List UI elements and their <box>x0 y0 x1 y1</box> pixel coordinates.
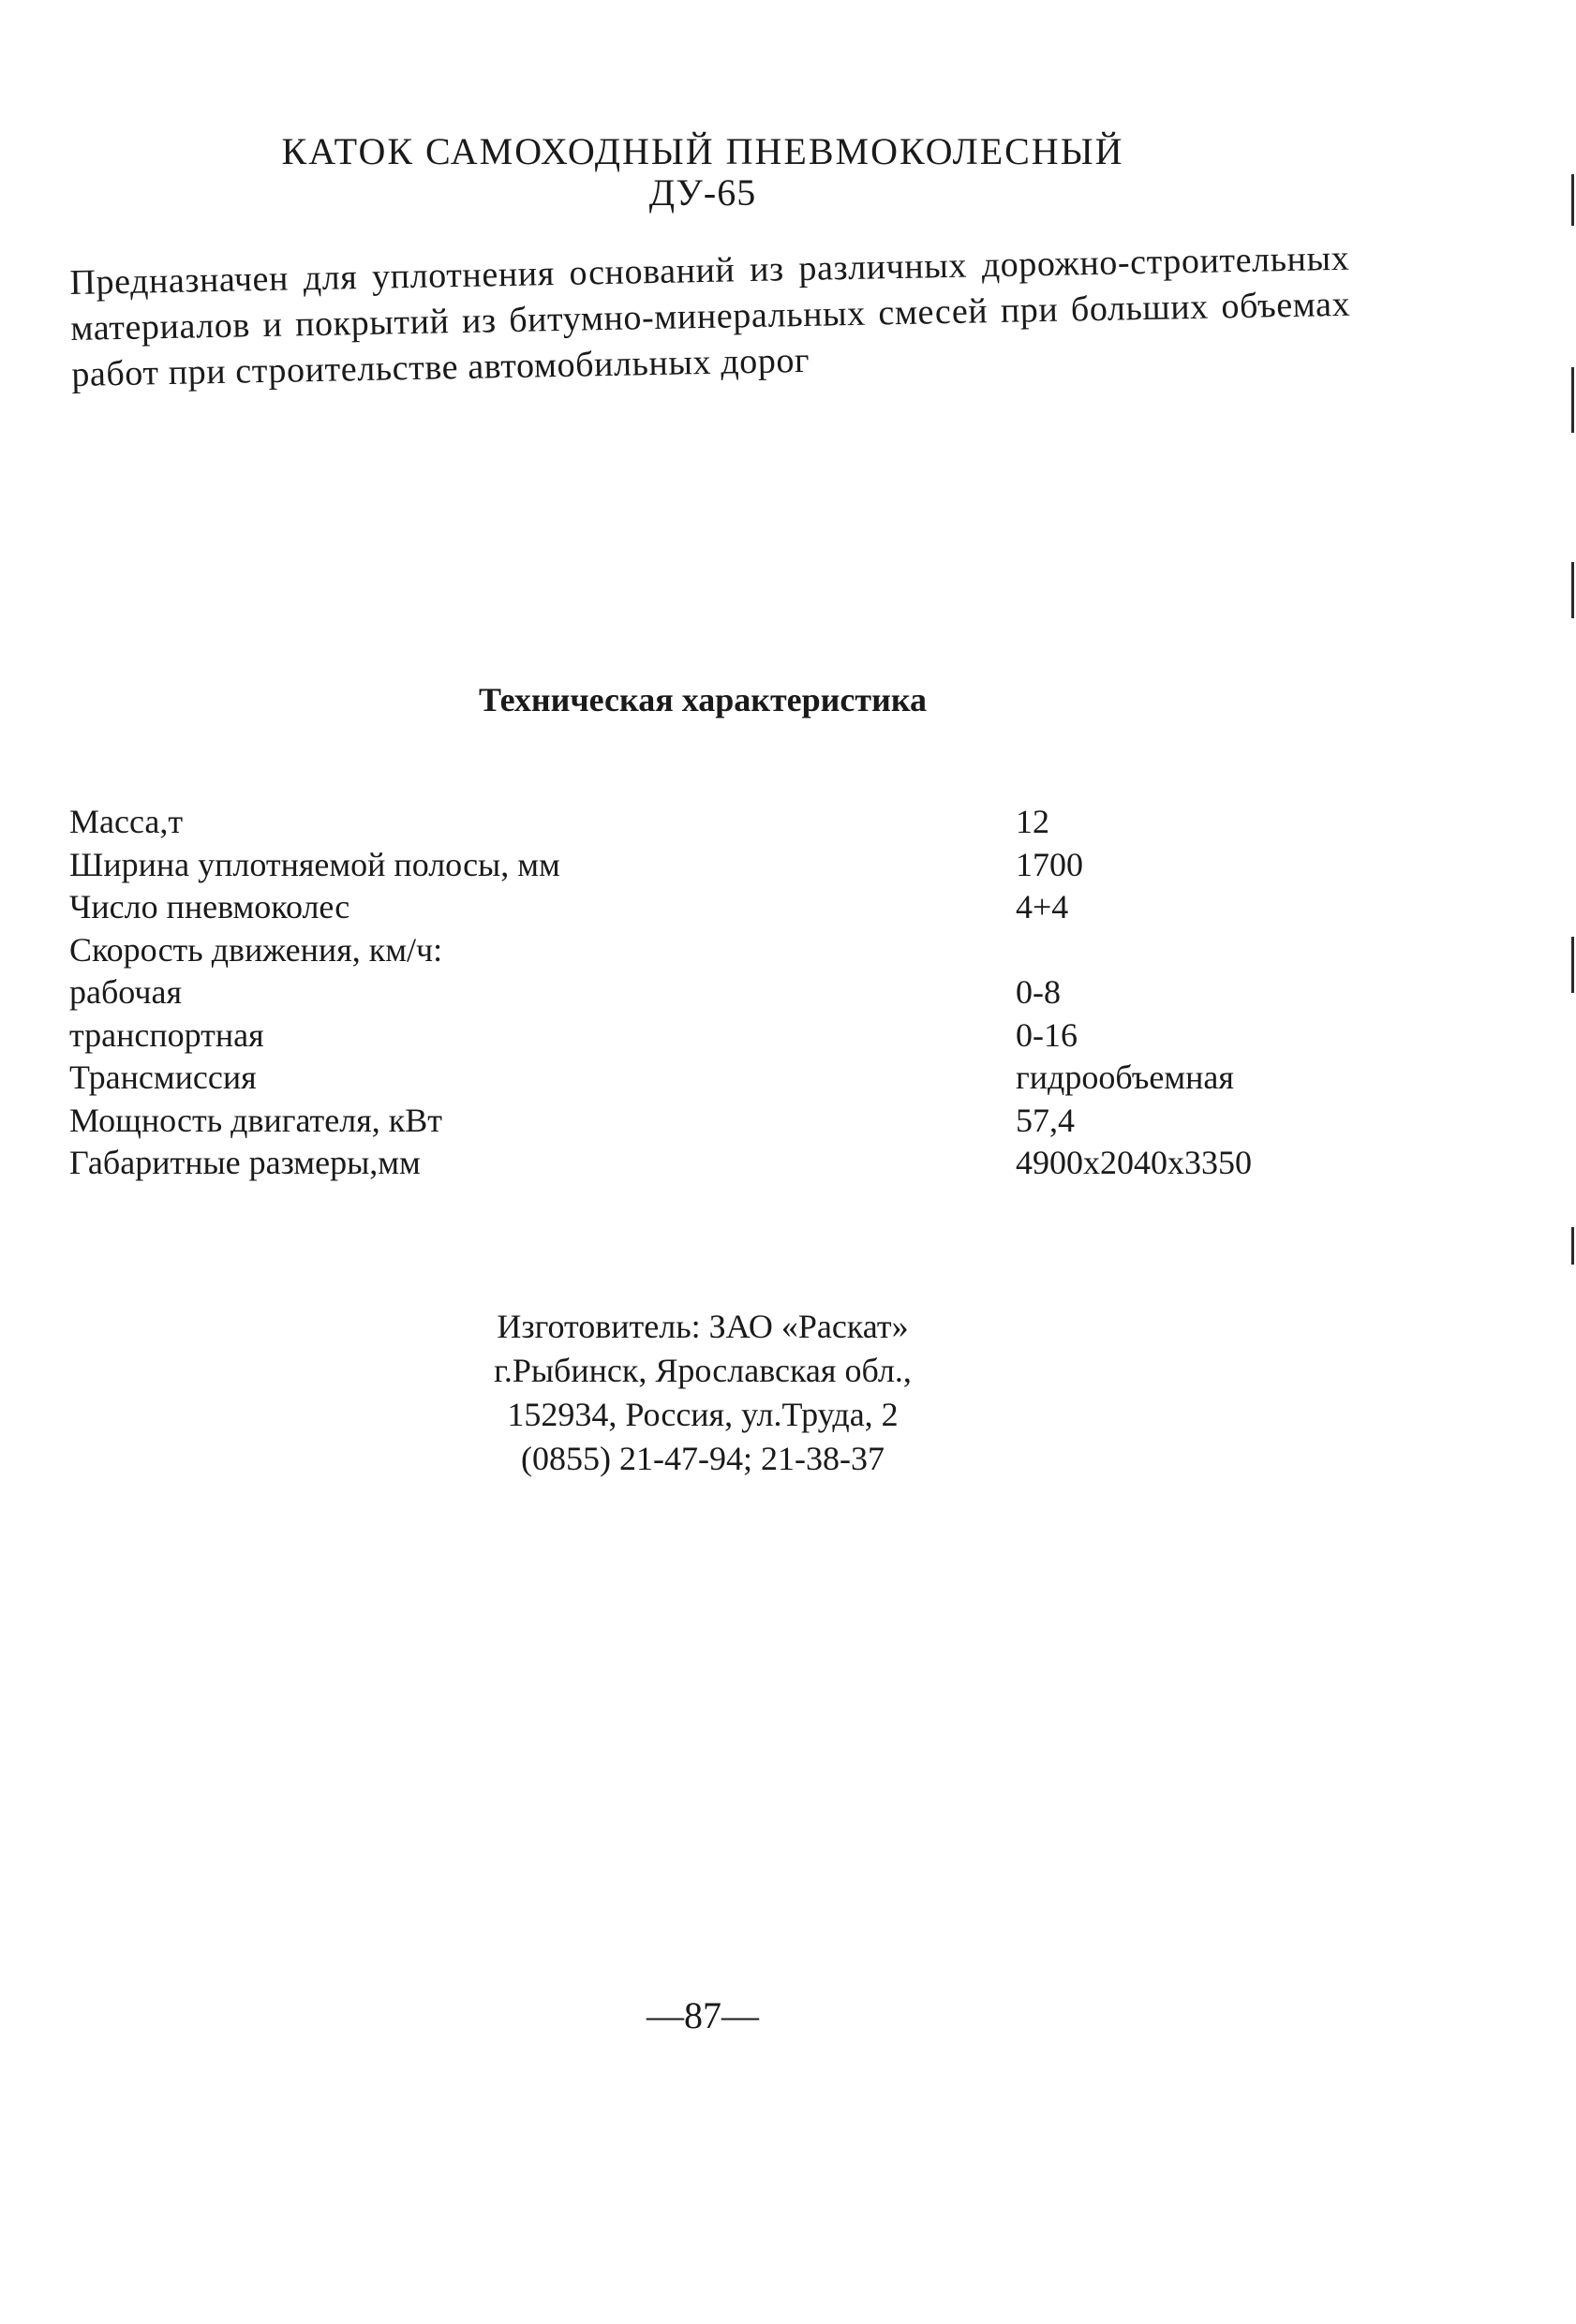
spec-value: 57,4 <box>1016 1101 1075 1139</box>
spec-value: 4+4 <box>1016 888 1069 925</box>
spec-label: Трансмиссия <box>69 1058 257 1096</box>
intro-paragraph: Предназначен для уплотнения оснований из различных дорожно-строительных материалов и покрытий из битумно-минеральных смесей при больших объемах работ при строительстве автомобильных дорог <box>69 238 1351 394</box>
spec-row <box>69 1100 1325 1143</box>
scan-edge-mark <box>1571 562 1574 618</box>
spec-value: 4900x2040x3350 <box>1016 1144 1252 1181</box>
spec-value: гидрообъемная <box>1016 1058 1234 1096</box>
spec-value: 0-8 <box>1016 973 1061 1011</box>
spec-label: рабочая <box>69 973 183 1011</box>
spec-value: 12 <box>1016 803 1049 840</box>
spec-label: Масса,т <box>69 803 184 840</box>
page-number: —87— <box>647 1994 759 2036</box>
spec-row <box>69 929 1325 972</box>
spec-value: 1700 <box>1016 845 1083 883</box>
document-title: КАТОК САМОХОДНЫЙ ПНЕВМОКОЛЕСНЫЙ <box>281 130 1124 172</box>
manufacturer-block <box>0 1305 1405 1481</box>
section-heading: Техническая характеристика <box>478 681 928 718</box>
scan-edge-mark <box>1571 937 1574 993</box>
spec-label: Габаритные размеры,мм <box>69 1144 421 1181</box>
manufacturer-name: Изготовитель: ЗАО «Раскат» <box>497 1308 909 1345</box>
spec-label: Ширина уплотняемой полосы, мм <box>69 845 560 883</box>
spec-label: Мощность двигателя, кВт <box>69 1101 442 1139</box>
spec-row <box>69 801 1325 844</box>
spec-row <box>69 1014 1325 1058</box>
spec-row <box>69 1142 1325 1185</box>
spec-label: Скорость движения, км/ч: <box>69 930 443 969</box>
manufacturer-phone: (0855) 21-47-94; 21-38-37 <box>521 1440 885 1477</box>
manufacturer-address: 152934, Россия, ул.Труда, 2 <box>507 1396 899 1433</box>
spec-row <box>69 1057 1325 1100</box>
spec-label: Число пневмоколес <box>69 888 350 925</box>
specs-table <box>69 801 1325 1185</box>
spec-value: 0-16 <box>1016 1015 1078 1054</box>
spec-row <box>69 844 1325 887</box>
model-name: ДУ-65 <box>648 171 757 214</box>
spec-row <box>69 886 1325 929</box>
spec-value <box>1016 929 1325 972</box>
spec-row <box>69 971 1325 1014</box>
scan-edge-mark <box>1571 174 1574 226</box>
scan-edge-mark <box>1571 1227 1574 1265</box>
scan-edge-mark <box>1571 367 1574 433</box>
manufacturer-city: г.Рыбинск, Ярославская обл., <box>494 1352 912 1389</box>
spec-label: транспортная <box>69 1015 264 1054</box>
